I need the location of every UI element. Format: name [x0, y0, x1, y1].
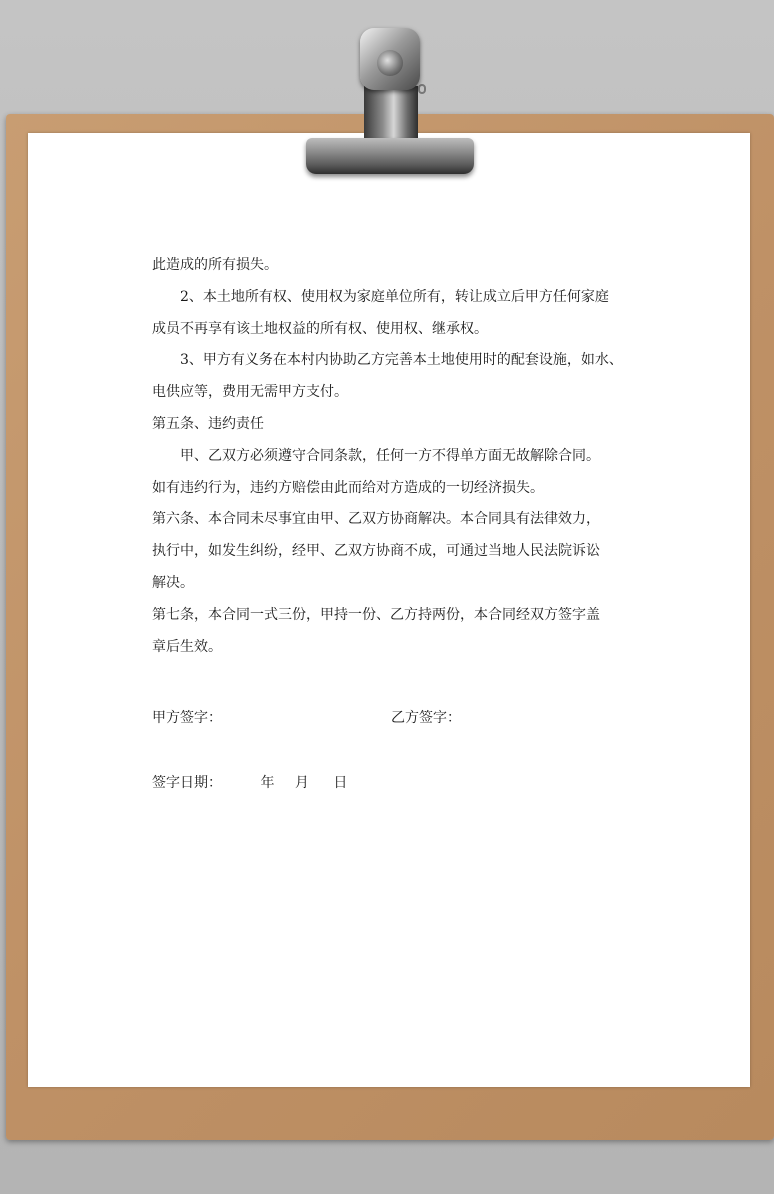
clip-hole [377, 50, 403, 76]
contract-line: 执行中，如发生纠纷，经甲、乙双方协商不成，可通过当地人民法院诉讼 [152, 543, 600, 560]
clip-pin [418, 84, 426, 94]
contract-line: 章后生效。 [152, 638, 222, 655]
contract-line: 第六条、本合同未尽事宜由甲、乙双方协商解决。本合同具有法律效力， [152, 511, 600, 528]
contract-line: 电供应等，费用无需甲方支付。 [152, 384, 348, 401]
signing-date [152, 772, 347, 792]
date-day-label: 日 [333, 775, 348, 791]
contract-line: 此造成的所有损失。 [152, 257, 278, 273]
contract-line: 2、本土地所有权、使用权为家庭单位所有，转让成立后甲方任何家庭 [180, 288, 609, 305]
contract-line: 甲、乙双方必须遵守合同条款，任何一方不得单方面无故解除合同。 [180, 447, 600, 464]
binder-clip-icon [360, 28, 420, 90]
contract-line: 解决。 [152, 574, 194, 591]
contract-line: 第七条，本合同一式三份，甲持一份、乙方持两份，本合同经双方签字盖 [152, 606, 600, 623]
clip-stem [364, 86, 418, 142]
party-a-signature-label: 甲方签字： [152, 710, 222, 726]
contract-body [152, 250, 632, 663]
date-year-label: 年 [260, 775, 275, 791]
contract-line: 成员不再享有该土地权益的所有权、使用权、继承权。 [152, 320, 488, 337]
clip-base [306, 138, 474, 174]
party-b-signature-label: 乙方签字： [391, 710, 461, 726]
date-month-label: 月 [294, 775, 309, 791]
contract-line: 如有违约行为，违约方赔偿由此而给对方造成的一切经济损失。 [152, 479, 544, 496]
section-heading: 第五条、违约责任 [152, 415, 264, 432]
contract-line: 3、甲方有义务在本村内协助乙方完善本土地使用时的配套设施，如水、 [180, 352, 623, 369]
signing-date-label: 签字日期： [152, 775, 222, 791]
